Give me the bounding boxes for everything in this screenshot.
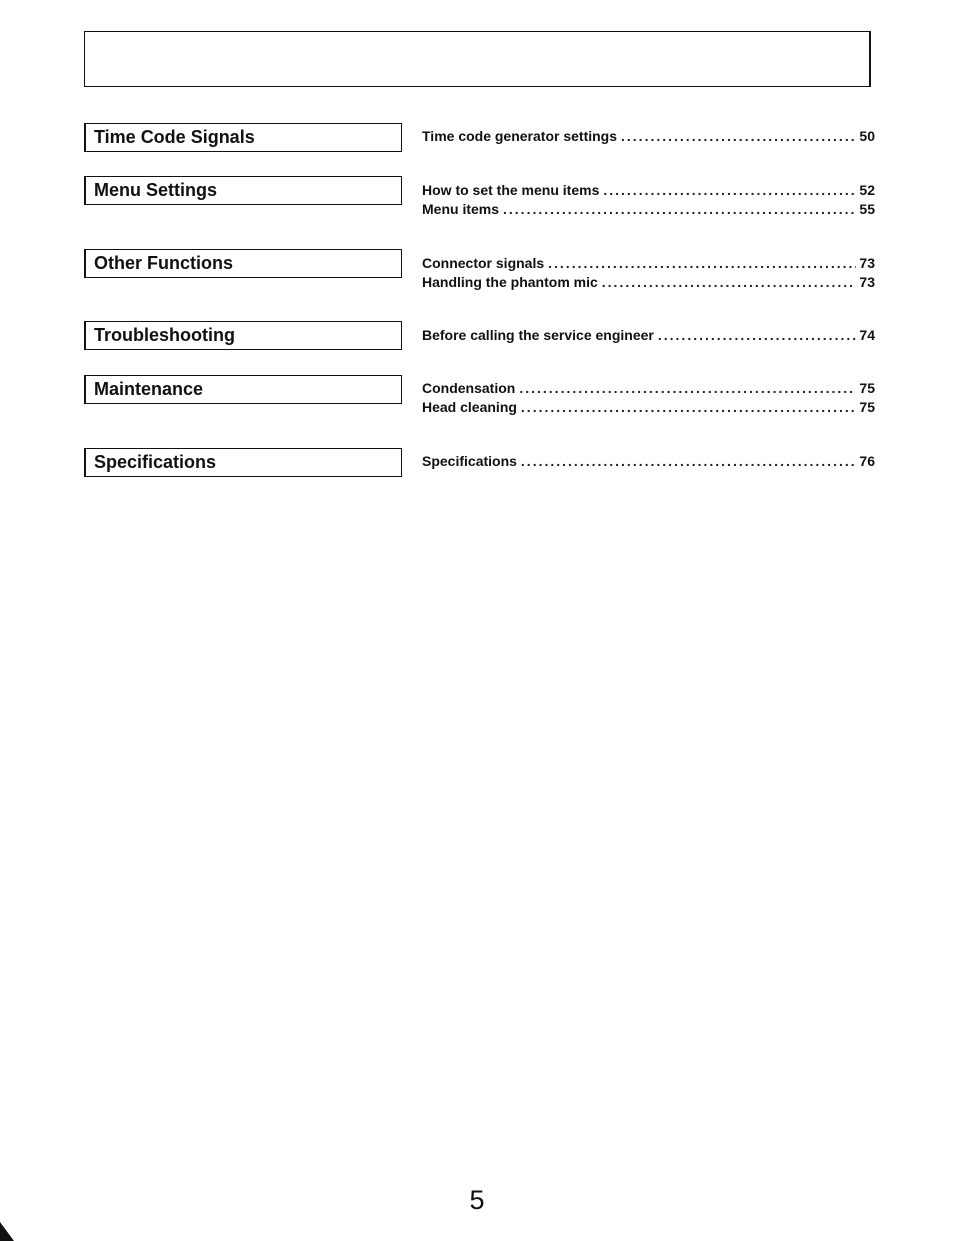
toc-entry-page: 73 (859, 274, 875, 290)
toc-entry-label: Condensation (422, 380, 516, 396)
toc-entry-page: 52 (859, 182, 875, 198)
dot-leader (503, 201, 856, 217)
toc-entry-page: 75 (859, 399, 875, 415)
dot-leader (621, 128, 856, 144)
section-heading: Troubleshooting (84, 321, 402, 350)
toc-entry[interactable] (422, 274, 875, 293)
toc-entry[interactable] (422, 399, 875, 418)
toc-entry[interactable] (422, 128, 875, 147)
corner-mark (0, 1222, 14, 1241)
header-frame (84, 31, 871, 87)
toc-entry[interactable] (422, 327, 875, 346)
section-heading: Other Functions (84, 249, 402, 278)
toc-entry[interactable] (422, 380, 875, 399)
toc-entry[interactable] (422, 182, 875, 201)
toc-entry-label: Time code generator settings (422, 128, 618, 144)
toc-entry-page: 74 (859, 327, 875, 343)
toc-entry[interactable] (422, 201, 875, 220)
dot-leader (548, 255, 856, 271)
toc-entries (422, 380, 875, 418)
dot-leader (521, 399, 857, 415)
toc-entry-page: 73 (859, 255, 875, 271)
toc-entry[interactable] (422, 255, 875, 274)
dot-leader (519, 380, 856, 396)
section-heading: Time Code Signals (84, 123, 402, 152)
toc-entry[interactable] (422, 453, 875, 472)
dot-leader (602, 274, 857, 290)
dot-leader (658, 327, 857, 343)
toc-entry-label: Menu items (422, 201, 500, 217)
toc-entries (422, 327, 875, 346)
page-number: 5 (469, 1185, 485, 1215)
toc-entry-label: Handling the phantom mic (422, 274, 598, 290)
toc-entry-page: 55 (859, 201, 875, 217)
dot-leader (521, 453, 857, 469)
toc-entry-page: 76 (859, 453, 875, 469)
section-heading: Specifications (84, 448, 402, 477)
toc-entry-label: Before calling the service engineer (422, 327, 654, 343)
toc-entry-label: How to set the menu items (422, 182, 600, 198)
toc-entry-label: Specifications (422, 453, 517, 469)
toc-entry-page: 75 (859, 380, 875, 396)
section-heading: Menu Settings (84, 176, 402, 205)
section-heading: Maintenance (84, 375, 402, 404)
toc-entries (422, 182, 875, 220)
toc-entries (422, 255, 875, 293)
toc-entry-label: Connector signals (422, 255, 545, 271)
toc-entries (422, 453, 875, 472)
toc-entry-label: Head cleaning (422, 399, 517, 415)
toc-entry-page: 50 (859, 128, 875, 144)
toc-entries (422, 128, 875, 147)
dot-leader (603, 182, 856, 198)
